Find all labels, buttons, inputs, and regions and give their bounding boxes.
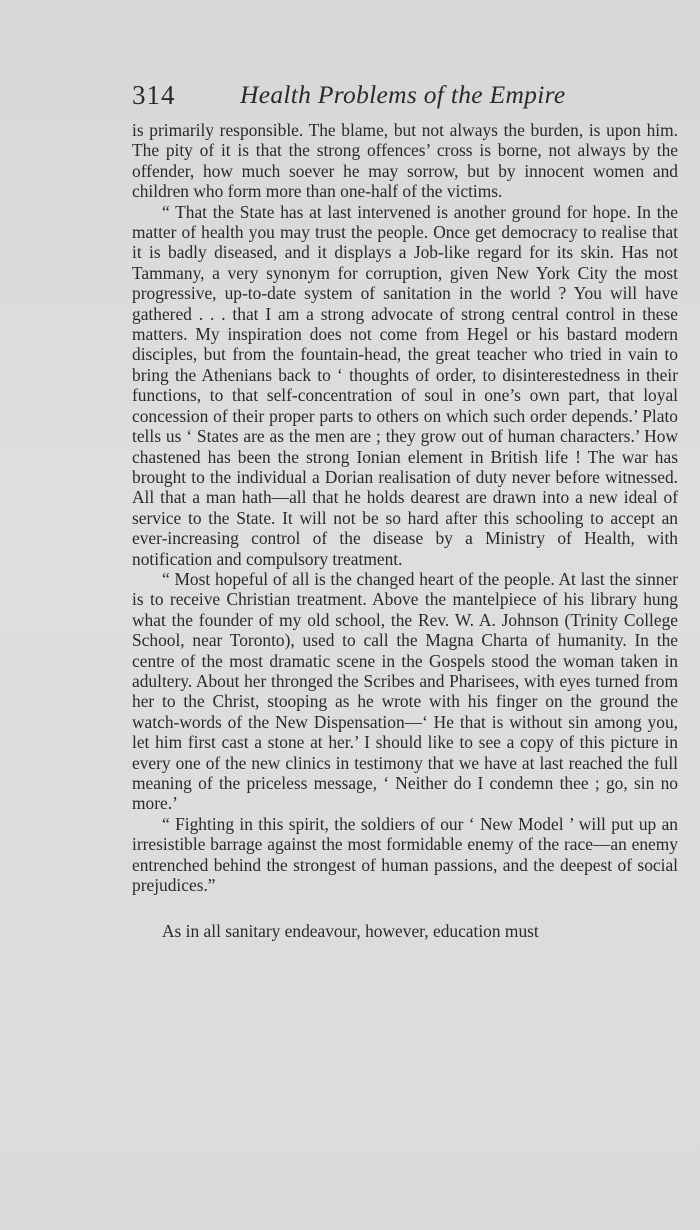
paragraph: “ That the State has at last intervened is another ground for hope. In the matter of health you may trust the people. Once get democracy to realise that it is badly diseased, and it displays a Job-like regard for its skin. Has not Tammany, a very synonym for corruption, given New York City the most progressive, up-to-date system of sanitation in the world ? You will have gathered . . . that I am a strong advocate of strong central control in these matters. My inspiration does not come from Hegel or his bastard modern disciples, but from the fountain-head, the great teacher who tried in vain to bring the Athenians back to ‘ thoughts of order, to disinterestedness in their functions, to that self-concentration of soul in one’s own part, that loyal concession of their proper parts to others on which such order depends.’ Plato tells us ‘ States are as the men are ; they grow out of human characters.’ How chastened has been the strong Ionian element in British life ! The war has brought to the individual a Dorian realisation of duty never before witnessed. All that a man hath—all that he holds dearest are drawn into a new ideal of service to the State. It will not be so hard after this schooling to accept an ever-increasing control of the disease by a Ministry of Health, with notification and compulsory treatment. xyxy=(132,201,678,569)
paragraph: “ Most hopeful of all is the changed heart of the people. At last the sinner is to receive Christian treatment. Above the mantelpiece of his library hung what the founder of my old school, the Rev. W. A. Johnson (Trinity College School, near Toronto), used to call the Magna Charta of humanity. In the centre of the most dramatic scene in the Gospels stood the woman taken in adultery. About her thronged the Scribes and Pharisees, with eyes turned from her to the Christ, stooping as he wrote with his finger on the ground the watch-words of the New Dispensation—‘ He that is without sin among you, let him first cast a stone at her.’ I should like to see a copy of this picture in every one of the new clinics in testimony that we have at last reached the full meaning of the priceless message, ‘ Neither do I condemn thee ; go, sin no more.’ xyxy=(132,568,678,814)
paragraph: is primarily responsible. The blame, but not always the burden, is upon him. The pity of it is that the strong offences’ cross is borne, not always by the offender, how much soever he may sorrow, but by innocent women and children who form more than one-half of the victims. xyxy=(132,120,678,202)
body-text xyxy=(132,120,678,942)
paragraph: As in all sanitary endeavour, however, education must xyxy=(162,921,539,942)
paragraph: “ Fighting in this spirit, the soldiers of our ‘ New Model ’ will put up an irresistible barrage against the most formidable enemy of the race—an enemy entrenched behind the strongest of human passions, and the deepest of social prejudices.” xyxy=(132,813,678,896)
running-title: Health Problems of the Empire xyxy=(240,80,566,109)
page-header xyxy=(132,80,677,116)
page-number: 314 xyxy=(132,80,176,110)
